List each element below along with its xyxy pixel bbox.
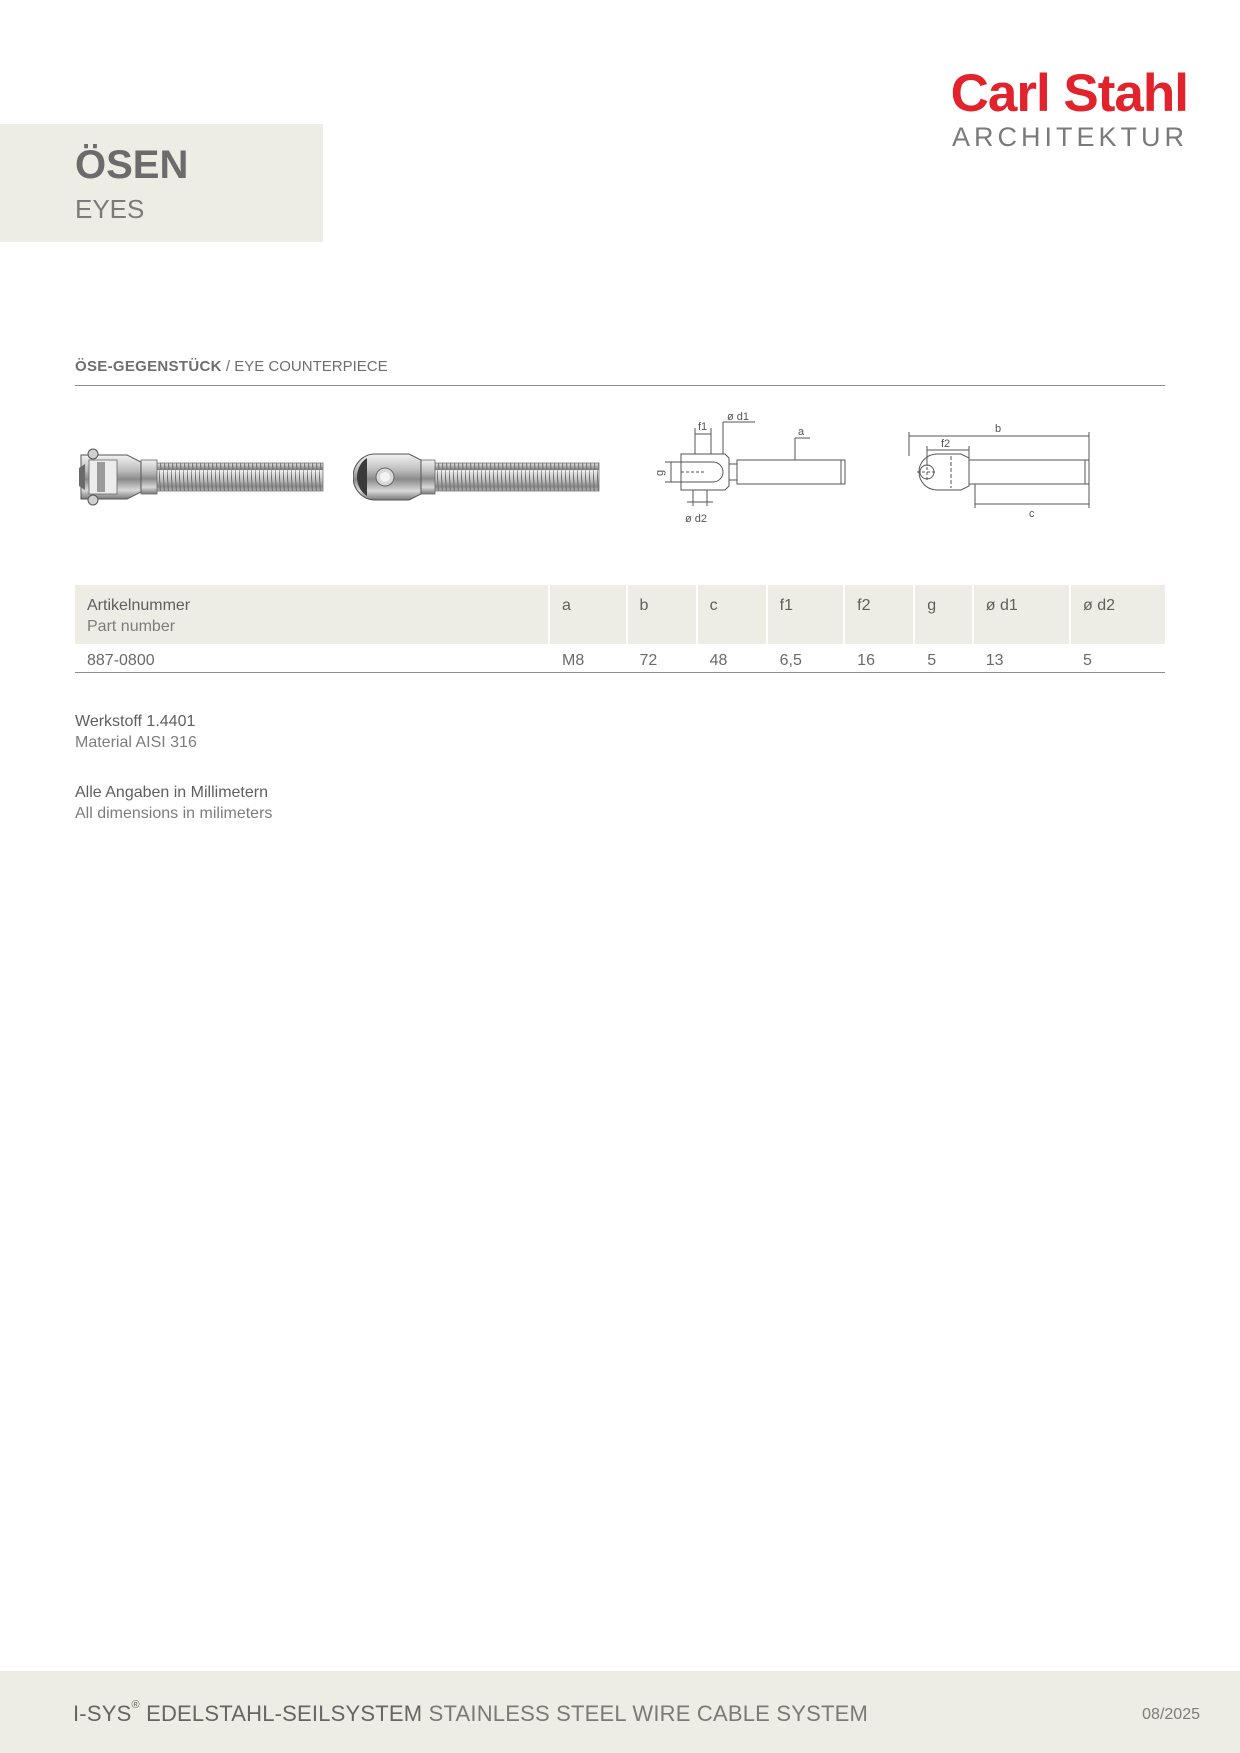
footer-system-prefix: I-SYS [73,1701,132,1726]
col-header-d2: ø d2 [1071,585,1165,644]
table-row [75,644,1165,673]
section-heading [75,358,1165,386]
section-heading-de: ÖSE-GEGENSTÜCK [75,358,222,375]
col-header-f2: f2 [845,585,915,644]
units-note-en: All dimensions in milimeters [75,805,273,822]
cell-b: 72 [628,644,698,673]
cell-d1: 13 [974,644,1071,673]
cell-f2: 16 [845,644,915,673]
drawing-label-d2: ø d2 [685,513,708,525]
drawing-label-a: a [798,426,805,438]
col-header-d1: ø d1 [974,585,1071,644]
specification-table [75,585,1165,673]
page-title: ÖSEN [75,143,189,187]
brand-name: Carl Stahl [950,64,1188,123]
cell-a: M8 [550,644,628,673]
cell-part-number: 887-0800 [75,644,550,673]
brand-logo [951,66,1188,152]
drawing-label-f1: f1 [698,421,708,433]
registered-mark: ® [131,1699,140,1711]
col-header-part-de: Artikelnummer [87,597,191,614]
units-note-de: Alle Angaben in Millimetern [75,784,268,801]
drawing-label-b: b [995,423,1002,435]
section-heading-en: EYE COUNTERPIECE [234,358,388,375]
technical-drawing-top [905,410,1165,535]
footer-system-title [73,1701,868,1727]
page-title-box [0,124,323,242]
col-header-f1: f1 [768,585,846,644]
section-heading-separator: / [221,358,235,375]
drawing-label-c: c [1029,508,1035,520]
material-note-de: Werkstoff 1.4401 [75,713,196,730]
footer-date: 08/2025 [1142,1706,1200,1723]
drawing-label-f2: f2 [941,438,951,450]
drawing-label-d1: ø d1 [727,411,750,423]
col-header-part-en: Part number [87,618,176,635]
brand-division: ARCHITEKTUR [951,122,1188,152]
table-header-row [75,585,1165,644]
page-subtitle: EYES [75,194,145,224]
eye-counterpiece-photo-side-icon [353,410,603,535]
cell-f1: 6,5 [768,644,846,673]
page-footer [0,1671,1240,1753]
footer-system-de: EDELSTAHL-SEILSYSTEM [139,1701,423,1726]
units-note [75,782,272,824]
cell-d2: 5 [1071,644,1165,673]
product-figures [75,410,1165,535]
col-header-a: a [550,585,628,644]
drawing-label-g: g [654,469,666,476]
cell-g: 5 [915,644,974,673]
material-note [75,711,197,753]
col-header-g: g [915,585,974,644]
material-note-en: Material AISI 316 [75,734,197,751]
eye-counterpiece-photo-front-icon [75,410,325,535]
col-header-b: b [628,585,698,644]
technical-drawing-side [645,410,875,535]
cell-c: 48 [698,644,768,673]
col-header-c: c [698,585,768,644]
col-header-part-number [75,585,550,644]
footer-system-en: STAINLESS STEEL WIRE CABLE SYSTEM [422,1701,869,1726]
